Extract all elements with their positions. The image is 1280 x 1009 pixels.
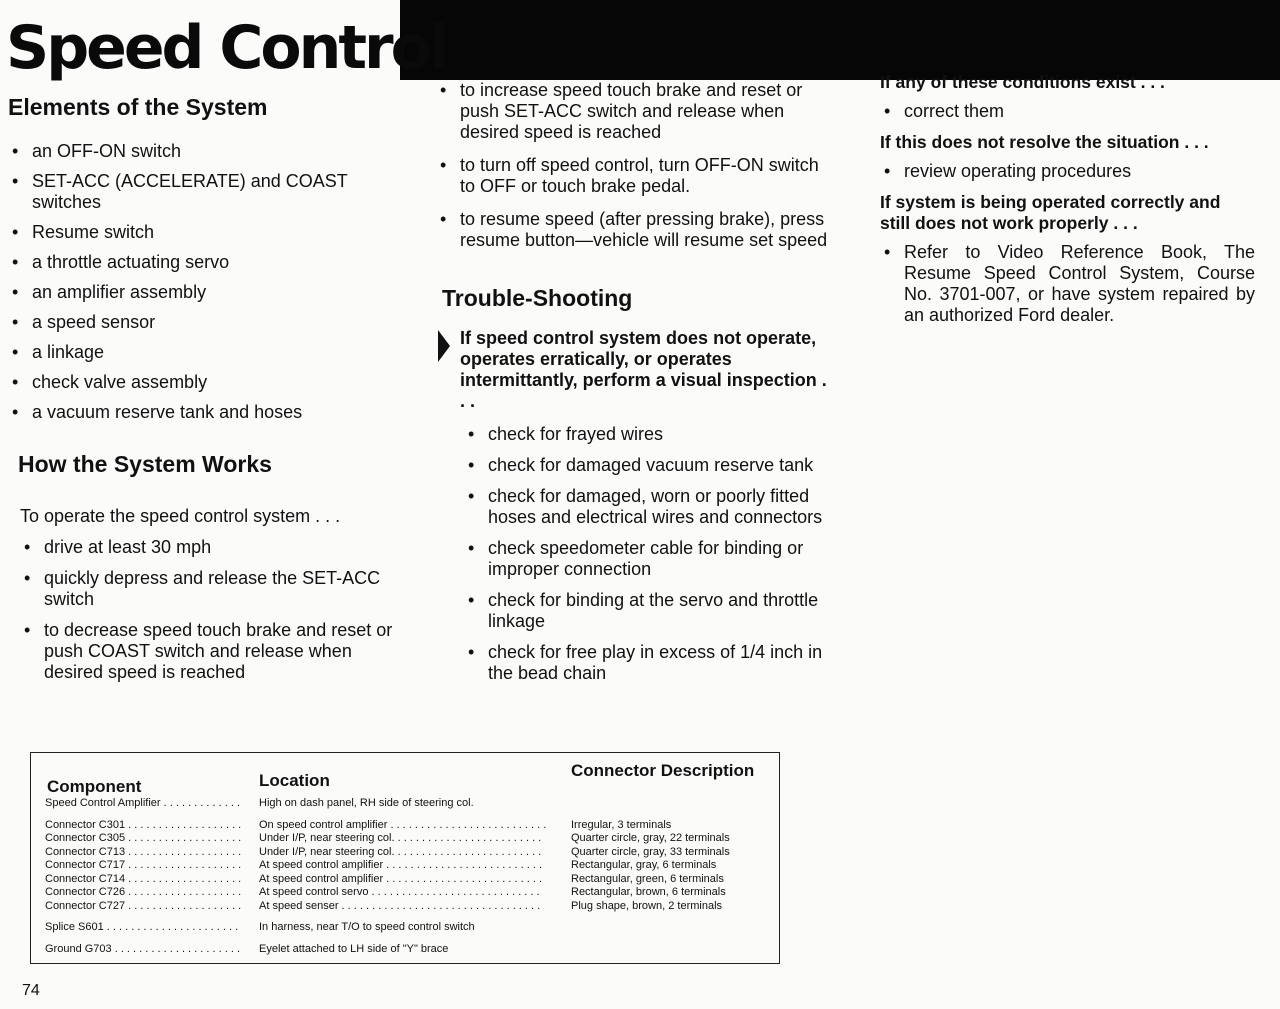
table-cell: Connector C717 . . . . . . . . . . . . . . . . . . . (45, 859, 242, 871)
page-title: Speed Control (6, 13, 447, 83)
header-connector-description: Connector Description (571, 761, 755, 780)
table-row (45, 832, 765, 846)
condition-2: If this does not resolve the situation . . . (880, 132, 1209, 152)
column-left (8, 94, 408, 693)
condition-1: If any of these conditions exist . . . (880, 72, 1165, 92)
table-cell: At speed senser . . . . . . . . . . . . . . . . . . . . . . . . . . . . . . . . . (259, 899, 541, 912)
table-row (45, 846, 765, 860)
list-item: • drive at least 30 mph (20, 537, 408, 558)
troubleshooting-lead: If speed control system does not operate, operates erratically, or operates intermittantly, perform a visual inspection . . . (460, 328, 827, 411)
table-cell: At speed control amplifier . . . . . . . . . . . . . . . . . . . . . . . . . . (259, 859, 543, 871)
inspection-checklist (464, 424, 831, 684)
table-cell: In harness, near T/O to speed control switch (259, 921, 475, 933)
table-row (45, 873, 765, 887)
elements-list (8, 141, 408, 423)
list-item: • Refer to Video Reference Book, The Resume Speed Control System, Course No. 3701-007, or have system repaired by an authorized Ford dealer. (880, 242, 1255, 326)
table-cell: Speed Control Amplifier . . . . . . . . . . . . . (45, 797, 241, 809)
elements-heading: Elements of the System (8, 94, 268, 120)
table-cell: Rectangular, gray, 6 terminals (571, 859, 717, 871)
column-right (880, 72, 1255, 336)
table-row (45, 943, 765, 957)
list-item: • correct them (880, 101, 1255, 122)
table-row (45, 797, 765, 811)
how-steps-list (20, 537, 408, 683)
list-item: • a vacuum reserve tank and hoses (8, 402, 408, 423)
condition-1-actions (880, 101, 1255, 122)
table-cell: Connector C727 . . . . . . . . . . . . . . . . . . . (45, 899, 242, 912)
how-heading: How the System Works (18, 451, 272, 477)
operate-steps-list (436, 80, 831, 251)
table-cell: Under I/P, near steering col. . . . . . . . . . . . . . . . . . . . . . . . . (259, 845, 542, 858)
table-cell: Quarter circle, gray, 22 terminals (571, 832, 730, 844)
table-row (45, 900, 765, 914)
list-item: • a speed sensor (8, 312, 408, 333)
table-cell: At speed control servo . . . . . . . . . . . . . . . . . . . . . . . . . . . . (259, 886, 540, 898)
list-item: • to turn off speed control, turn OFF-ON switch to OFF or touch brake pedal. (436, 155, 831, 197)
troubleshooting-heading: Trouble-Shooting (442, 285, 633, 311)
list-item: • check for binding at the servo and throttle linkage (464, 590, 831, 632)
list-item: • check for frayed wires (464, 424, 831, 445)
table-cell: Ground G703 . . . . . . . . . . . . . . . . . . . . . (45, 942, 241, 955)
list-item: • check speedometer cable for binding or improper connection (464, 538, 831, 580)
column-middle (436, 80, 831, 694)
table-cell: Connector C305 . . . . . . . . . . . . . . . . . . . (45, 832, 242, 844)
table-cell: Connector C713 . . . . . . . . . . . . . . . . . . . (45, 845, 242, 858)
table-cell: Eyelet attached to LH side of "Y" brace (259, 942, 449, 955)
how-intro: To operate the speed control system . . . (20, 506, 341, 526)
table-cell: Splice S601 . . . . . . . . . . . . . . . . . . . . . . (45, 921, 239, 933)
list-item: • check for damaged vacuum reserve tank (464, 455, 831, 476)
table-cell: Irregular, 3 terminals (571, 818, 672, 831)
header-component: Component (47, 777, 142, 796)
table-cell: On speed control amplifier . . . . . . . . . . . . . . . . . . . . . . . . . . (259, 818, 547, 831)
header-location: Location (259, 771, 330, 790)
pointer-arrow-icon (438, 330, 450, 362)
table-row (45, 819, 765, 833)
table-cell: Under I/P, near steering col. . . . . . . . . . . . . . . . . . . . . . . . . (259, 832, 542, 844)
table-cell: High on dash panel, RH side of steering col. (259, 797, 474, 809)
table-cell: Quarter circle, gray, 33 terminals (571, 845, 730, 858)
table-cell: Connector C301 . . . . . . . . . . . . . . . . . . . (45, 818, 242, 831)
list-item: • Resume switch (8, 222, 408, 243)
table-cell: Rectangular, brown, 6 terminals (571, 886, 726, 898)
page-number: 74 (22, 982, 40, 999)
condition-2-actions (880, 161, 1255, 182)
troubleshooting-block (436, 328, 831, 684)
table-row (45, 859, 765, 873)
list-item: • check valve assembly (8, 372, 408, 393)
table-row (45, 886, 765, 900)
table-cell: Plug shape, brown, 2 terminals (571, 899, 723, 912)
list-item: • quickly depress and release the SET-ACC switch (20, 568, 408, 610)
list-item: • to increase speed touch brake and reset or push SET-ACC switch and release when desired speed is reached (436, 80, 831, 143)
table-row (45, 921, 765, 935)
table-cell: Connector C714 . . . . . . . . . . . . . . . . . . . (45, 872, 242, 885)
condition-3-actions (880, 242, 1255, 326)
list-item: • to resume speed (after pressing brake), press resume button—vehicle will resume set speed (436, 209, 831, 251)
condition-3: If system is being operated correctly and still does not work properly . . . (880, 192, 1221, 233)
list-item: • an amplifier assembly (8, 282, 408, 303)
table-header (45, 761, 765, 797)
table-cell: At speed control amplifier . . . . . . . . . . . . . . . . . . . . . . . . . . (259, 872, 543, 885)
list-item: • an OFF-ON switch (8, 141, 408, 162)
list-item: • a linkage (8, 342, 408, 363)
table-cell: Connector C726 . . . . . . . . . . . . . . . . . . . (45, 886, 242, 898)
list-item: • SET-ACC (ACCELERATE) and COAST switches (8, 171, 408, 213)
list-item: • a throttle actuating servo (8, 252, 408, 273)
header-black-band (400, 0, 1280, 80)
list-item: • to decrease speed touch brake and reset or push COAST switch and release when desired speed is reached (20, 620, 408, 683)
table-cell: Rectangular, green, 6 terminals (571, 872, 724, 885)
component-table (30, 752, 780, 964)
list-item: • check for damaged, worn or poorly fitted hoses and electrical wires and connectors (464, 486, 831, 528)
list-item: • review operating procedures (880, 161, 1255, 182)
list-item: • check for free play in excess of 1/4 inch in the bead chain (464, 642, 831, 684)
